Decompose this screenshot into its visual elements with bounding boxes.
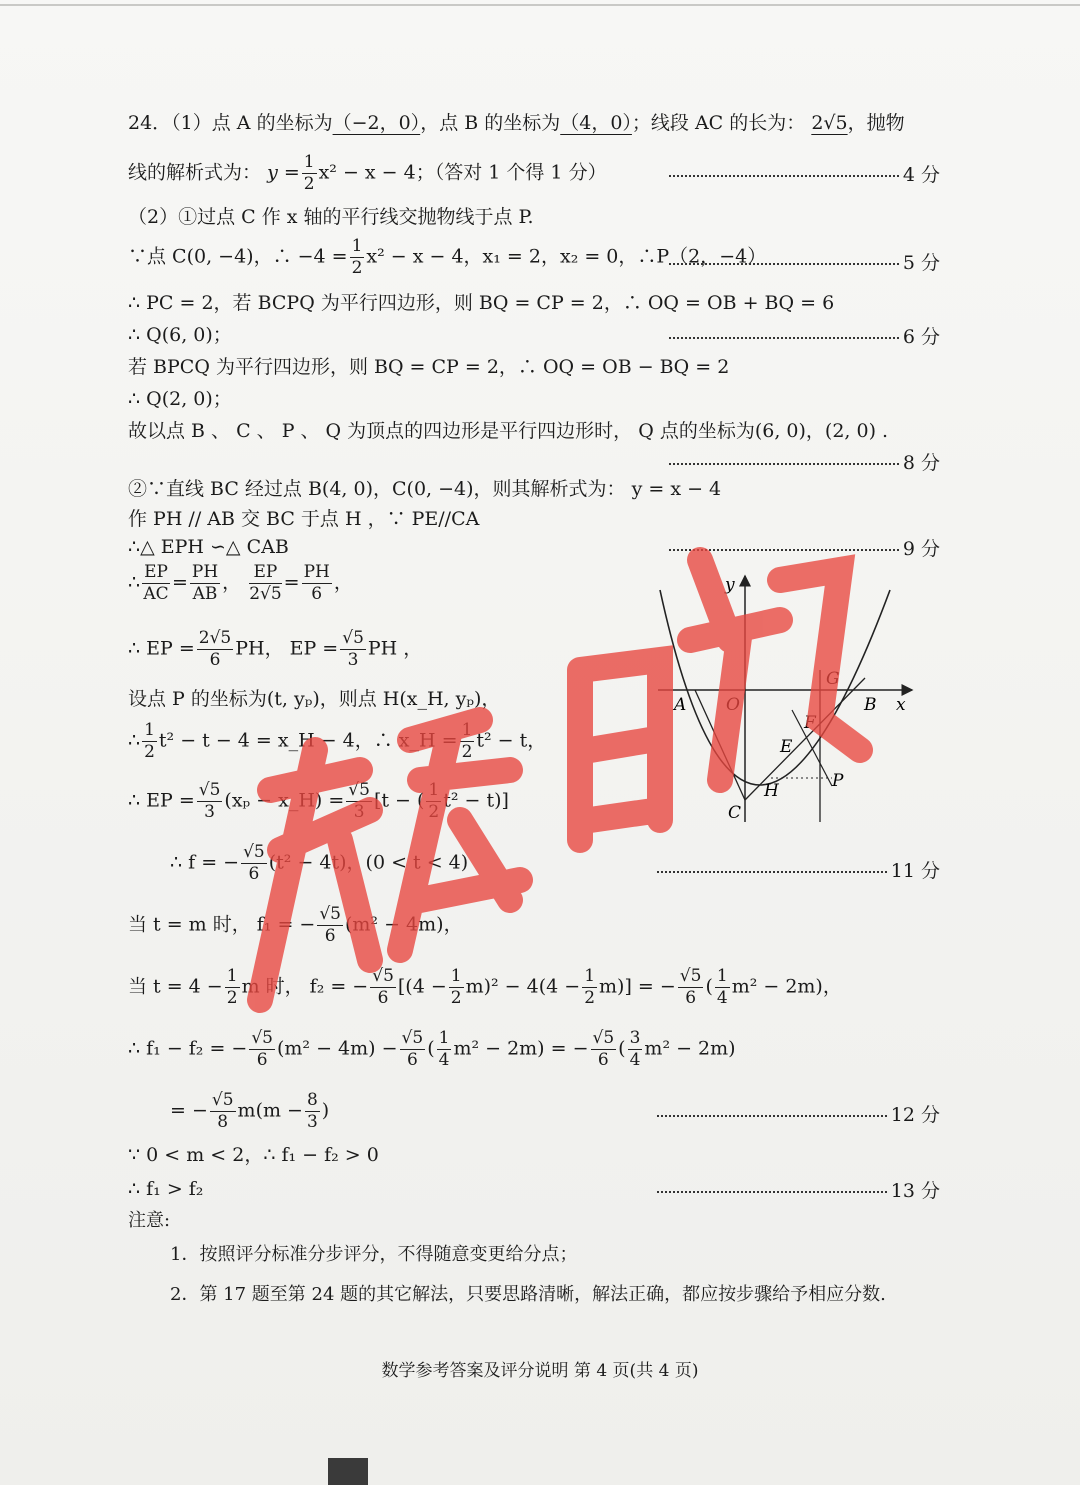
line-point-c: ∵点 C(0, −4)，∴ −4 = $\frac{1}{2}$ x² − x − 4，x₁ = 2，x₂ = 0，∴P（2，−4） <box>128 236 767 278</box>
line-bc-expression: ②∵直线 BC 经过点 B(4, 0)，C(0, −4)，则其解析式为： y = x − 4 <box>128 478 722 500</box>
fraction-quarter: $\frac{1}{4}$ <box>716 966 728 1008</box>
line-f1: 当 t = m 时， f₁ = − $\frac{√5}{6}$ (m² − 4m)， <box>128 904 463 946</box>
fraction: $\frac{√5}{6}$ <box>592 1028 615 1070</box>
line-m-range: ∵ 0 < m < 2，∴ f₁ − f₂ > 0 <box>128 1144 379 1166</box>
fraction-half: $\frac{1}{2}$ <box>351 236 363 278</box>
label-e: E <box>780 737 793 757</box>
score-mark: 6 分 <box>669 322 940 349</box>
fraction: $\frac{√5}{6}$ <box>679 966 702 1008</box>
fraction: $\frac{2√5}{6}$ <box>198 628 232 670</box>
line-parabola-expression: 线的解析式为： y = $\frac{1}{2}$ x² − x − 4；（答对 1 个得 1 分） <box>128 152 607 194</box>
text: ，点 B 的坐标为 <box>420 112 561 134</box>
text: 线的解析式为： <box>128 161 262 184</box>
fraction-half: $\frac{1}{2}$ <box>428 780 440 822</box>
text: ，抛物 <box>847 112 905 134</box>
answer-b-coord: （4，0） <box>560 112 632 134</box>
line-xh: ∴ $\frac{1}{2}$ t² − t − 4 = x_H − 4，∴ x_H = $\frac{1}{2}$ t² − t， <box>128 720 547 762</box>
score-mark: 4 分 <box>669 160 940 187</box>
line-q6: ∴ Q(6, 0)； <box>128 324 232 346</box>
top-border-line <box>0 4 1080 6</box>
line-similar: ∴△ EPH ∽△ CAB <box>128 536 289 558</box>
line-bcpq: ∴ PC = 2，若 BCPQ 为平行四边形，则 BQ = CP = 2，∴ OQ = OB + BQ = 6 <box>128 292 835 314</box>
fraction: $\frac{PH}{AB}$ <box>191 562 219 604</box>
text: 24．（1）点 A 的坐标为 <box>128 112 333 134</box>
text: x² − x − 4；（答对 1 个得 1 分） <box>318 161 607 184</box>
fraction: $\frac{√5}{6}$ <box>372 966 394 1008</box>
notes-title: 注意: <box>128 1210 171 1231</box>
fraction: $\frac{EP}{AC}$ <box>143 562 169 604</box>
label-c: C <box>728 803 742 823</box>
fraction: $\frac{√5}{3}$ <box>342 628 364 670</box>
fraction-half: $\frac{1}{2}$ <box>450 966 462 1008</box>
line-ep-expression: ∴ EP = $\frac{√5}{3}$ (xₚ − x_H) = $\frac{√5}{3}$ [t − ( $\frac{1}{2}$ t² − t)] <box>128 780 509 822</box>
label-h: H <box>764 781 779 801</box>
fraction-half: $\frac{1}{2}$ <box>584 966 596 1008</box>
line-ph-parallel: 作 PH // AB 交 BC 于点 H ，∵ PE//CA <box>128 508 480 530</box>
label-b: B <box>864 695 877 715</box>
score-mark: 11 分 <box>657 856 940 883</box>
label-a: A <box>674 695 687 715</box>
score-mark: 9 分 <box>669 534 940 561</box>
score-mark: 13 分 <box>657 1176 940 1203</box>
label-x: x <box>896 695 906 715</box>
fraction: $\frac{PH}{6}$ <box>303 562 330 604</box>
line-part1-points <box>128 110 905 136</box>
scan-artifact-block <box>328 1458 368 1485</box>
answer-a-coord: （−2，0） <box>332 112 421 134</box>
fraction-quarter: $\frac{1}{4}$ <box>438 1028 450 1070</box>
fraction-half: $\frac{1}{2}$ <box>144 720 155 762</box>
line-ratio: ∴ $\frac{EP}{AC}$ = $\frac{PH}{AB}$ ， $\frac{EP}{2√5}$ = $\frac{PH}{6}$ ， <box>128 562 353 604</box>
fraction: $\frac{8}{3}$ <box>306 1090 318 1132</box>
line-part2-intro: （2）①过点 C 作 x 轴的平行线交抛物线于点 P. <box>128 206 534 228</box>
score-mark: 8 分 <box>669 448 940 475</box>
line-factored: = − $\frac{√5}{8}$ m(m − $\frac{8}{3}$ ) <box>170 1090 330 1132</box>
fraction: $\frac{√5}{3}$ <box>348 780 370 822</box>
line-bpcq: 若 BPCQ 为平行四边形，则 BQ = CP = 2，∴ OQ = OB − BQ = 2 <box>128 356 730 378</box>
parabola-diagram <box>640 560 930 830</box>
label-g: G <box>826 669 840 689</box>
line-f2: 当 t = 4 − $\frac{1}{2}$ m 时， f₂ = − $\frac{√5}{6}$ [(4 − $\frac{1}{2}$ m)² − 4(4 − $\frac{1}{2}$ m)] = − $\frac{√5}{6}$ ( $\frac{1}{4}$ m² − 2m)， <box>128 966 842 1008</box>
fraction: $\frac{√5}{6}$ <box>251 1028 273 1070</box>
label-o: O <box>726 695 740 715</box>
line-conclusion: 故以点 B 、 C 、 P 、 Q 为顶点的四边形是平行四边形时， Q 点的坐标为(6, 0)，(2, 0) . <box>128 420 889 442</box>
fraction: $\frac{√5}{3}$ <box>198 780 221 822</box>
line-set-p: 设点 P 的坐标为(t, yₚ)，则点 H(x_H, yₚ)， <box>128 688 501 710</box>
fraction: $\frac{√5}{6}$ <box>319 904 341 946</box>
label-f: F <box>804 713 816 733</box>
answer-ac-length: 2√5 <box>811 112 848 134</box>
score-mark: 5 分 <box>669 248 940 275</box>
line-f1-gt-f2: ∴ f₁ > f₂ <box>128 1178 204 1200</box>
line-q2: ∴ Q(2, 0)； <box>128 388 232 410</box>
label-p: P <box>832 771 844 791</box>
note-2: 2．第 17 题至第 24 题的其它解法，只要思路清晰，解法正确，都应按步骤给予相应分数. <box>170 1284 886 1305</box>
segment-bc <box>745 678 865 800</box>
line-ep-ph: ∴ EP = $\frac{2√5}{6}$ PH， EP = $\frac{√5}{3}$ PH ， <box>128 628 423 670</box>
fraction: $\frac{√5}{6}$ <box>243 842 265 884</box>
fraction-half: $\frac{1}{2}$ <box>303 152 315 194</box>
fraction: $\frac{√5}{6}$ <box>401 1028 424 1070</box>
fraction: $\frac{√5}{8}$ <box>211 1090 234 1132</box>
note-1: 1．按照评分标准分步评分，不得随意变更给分点； <box>170 1244 578 1265</box>
fraction-half: $\frac{1}{2}$ <box>461 720 473 762</box>
fraction-half: $\frac{1}{2}$ <box>226 966 238 1008</box>
fraction-three-quarter: $\frac{3}{4}$ <box>629 1028 641 1070</box>
text: ；线段 AC 的长为： <box>631 112 806 134</box>
label-y: y <box>725 575 735 595</box>
page-footer: 数学参考答案及评分说明 第 4 页(共 4 页) <box>381 1361 699 1381</box>
line-f1-minus-f2: ∴ f₁ − f₂ = − $\frac{√5}{6}$ (m² − 4m) − $\frac{√5}{6}$ ( $\frac{1}{4}$ m² − 2m) = − $\frac{√5}{6}$ ( $\frac{3}{4}$ m² − 2m) <box>128 1028 736 1070</box>
score-mark: 12 分 <box>657 1100 940 1127</box>
line-f-expression: ∴ f = − $\frac{√5}{6}$ (t² − 4t)，(0 < t < 4) <box>170 842 469 884</box>
fraction: $\frac{EP}{2√5}$ <box>249 562 282 604</box>
